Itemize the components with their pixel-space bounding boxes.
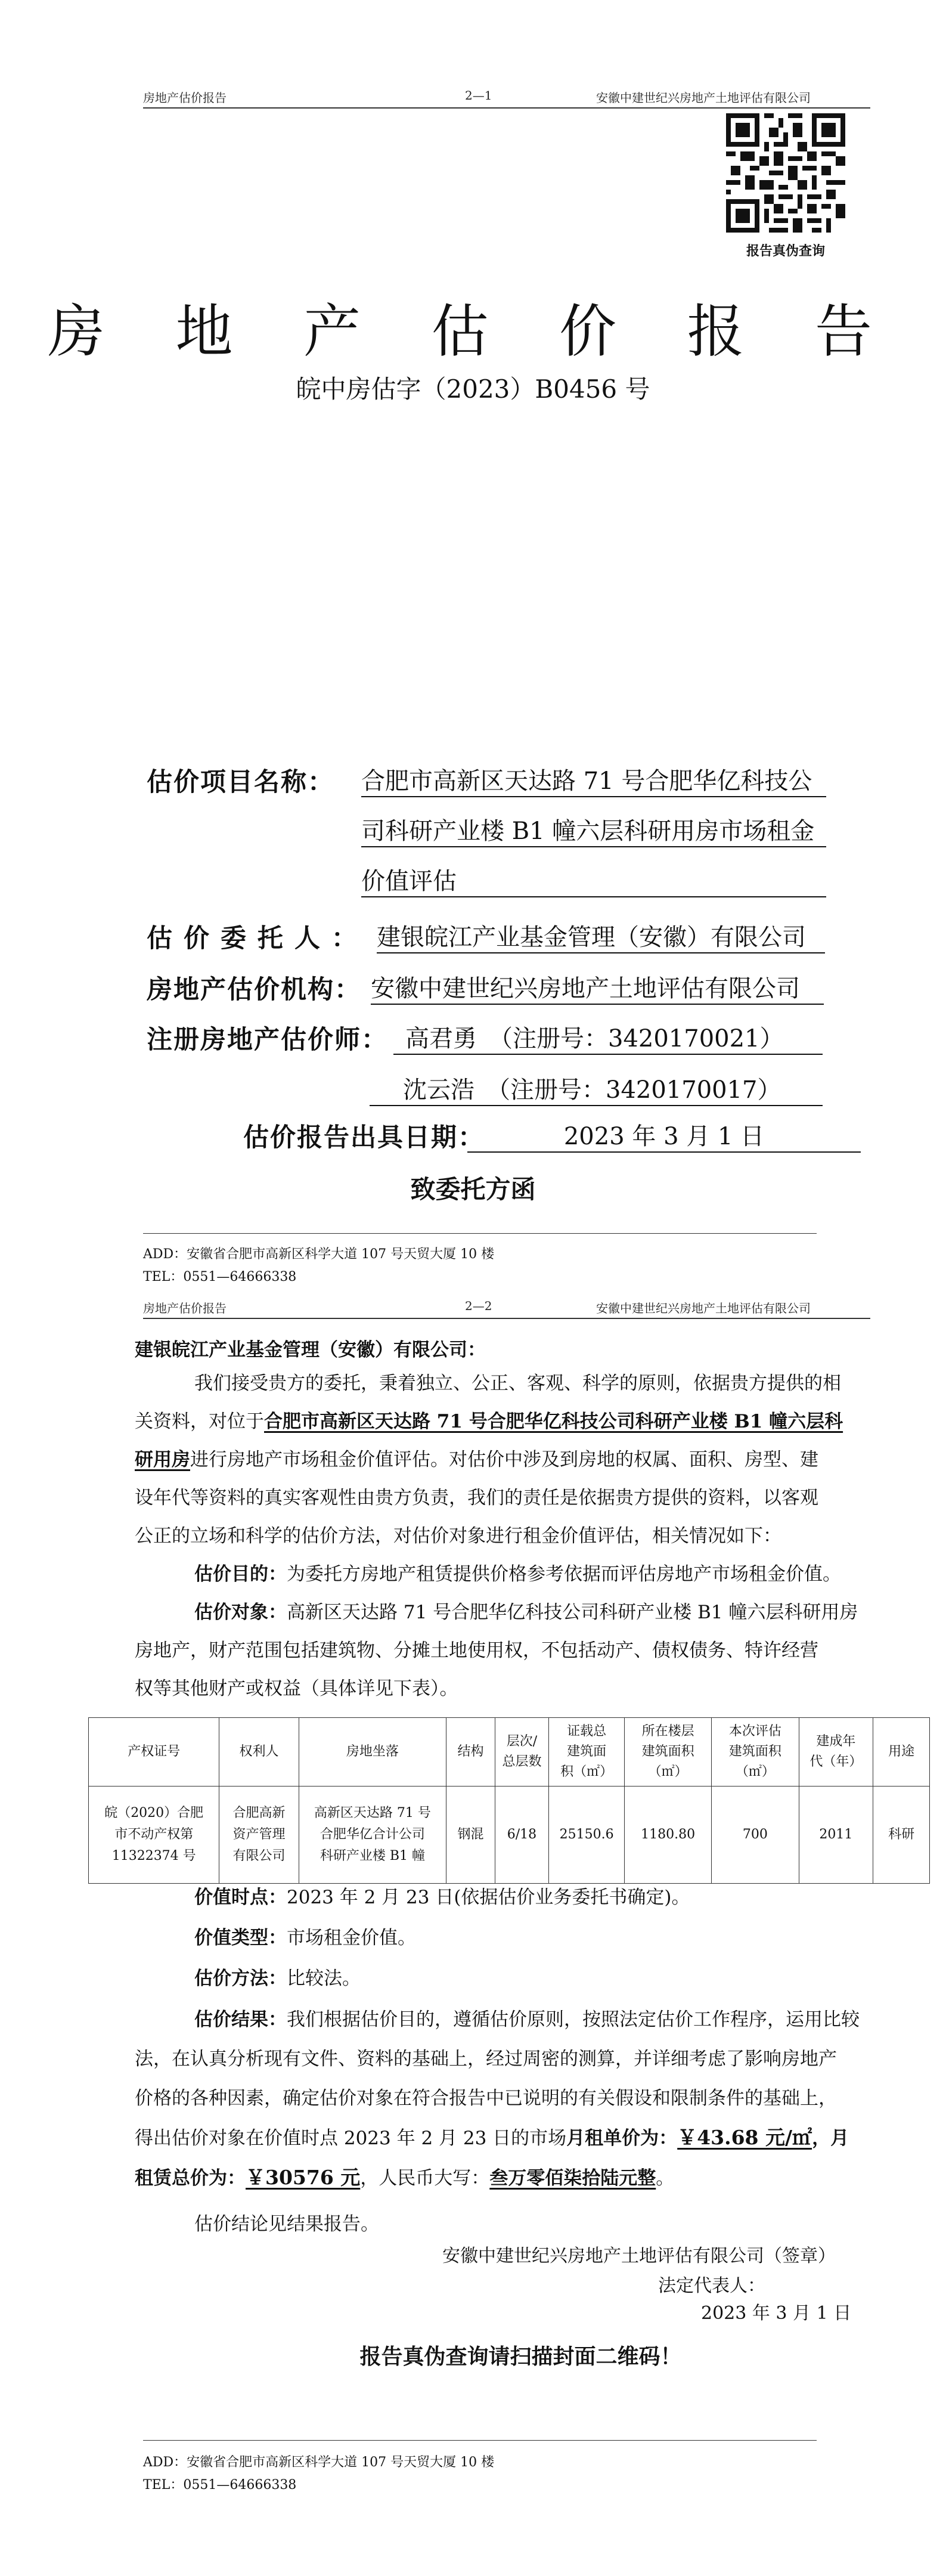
table-cell: 钢混	[446, 1787, 495, 1884]
letter-title: 致委托方函	[410, 1175, 536, 1204]
text-span: ，月	[812, 2128, 849, 2149]
header-page-number: 2—1	[465, 88, 492, 103]
text-span: 。	[656, 2168, 675, 2189]
header-page-number: 2—2	[465, 1299, 492, 1313]
qr-caption: 报告真伪查询	[746, 243, 825, 259]
header-left: 房地产估价报告	[143, 91, 227, 105]
verify-notice: 报告真伪查询请扫描封面二维码！	[359, 2344, 682, 2369]
table-header: 证载总 建筑面 积（㎡）	[549, 1718, 625, 1787]
result-label: 估价结果：	[194, 2009, 287, 2030]
text-span: 得出估价对象在价值时点 2023 年 2 月 23 日的市场	[135, 2128, 567, 2149]
table-header: 结构	[446, 1718, 495, 1787]
purpose-label: 估价目的：	[194, 1563, 287, 1585]
total-rent: ￥30576 元	[246, 2166, 361, 2189]
table-header: 本次评估 建筑面积 （㎡）	[712, 1718, 799, 1787]
table-cell: 6/18	[495, 1787, 548, 1884]
text-span: 高新区天达路 71 号合肥华亿科技公司科研产业楼 B1 幢六层科研用房	[287, 1602, 858, 1623]
property-address-bold: 合肥市高新区天达路 71 号合肥华亿科技公司科研产业楼 B1 幢六层科	[264, 1411, 843, 1432]
table-cell: 2011	[799, 1787, 873, 1884]
paragraph-line: 我们接受贵方的委托，秉着独立、公正、客观、科学的原则，依据贵方提供的相	[194, 1373, 841, 1394]
method-line	[194, 1959, 361, 1998]
purpose-line	[194, 1555, 841, 1593]
table-header: 用途	[873, 1718, 930, 1787]
header-left: 房地产估价报告	[143, 1301, 227, 1315]
paragraph-line	[135, 1402, 904, 1441]
paragraph-line: 房地产，财产范围包括建筑物、分摊土地使用权，不包括动产、债权债务、特许经营	[135, 1640, 818, 1661]
footer-tel: TEL：0551—64666338	[143, 2478, 297, 2493]
paragraph-line: 权等其他财产或权益（具体详见下表）。	[135, 1678, 458, 1699]
value-type-text: 市场租金价值。	[287, 1927, 416, 1949]
paragraph-line: 设年代等资料的真实客观性由贵方负责，我们的责任是依据贵方提供的资料，以客观	[135, 1487, 818, 1509]
paragraph-line	[135, 2000, 910, 2039]
value-time-text: 2023 年 2 月 23 日(依据估价业务委托书确定)。	[287, 1887, 690, 1908]
purpose-text: 为委托方房地产租赁提供价格参考依据而评估房地产市场租金价值。	[287, 1563, 841, 1585]
project-line-1: 合肥市高新区天达路 71 号合肥华亿科技公	[361, 762, 826, 797]
monthly-unit-rent: ￥43.68 元/㎡	[677, 2126, 812, 2149]
asset-table	[88, 1717, 930, 1884]
total-rent-chinese: 叁万零佰柒拾陆元整	[489, 2168, 656, 2189]
object-label: 估价对象：	[194, 1602, 287, 1623]
footer-address: ADD：安徽省合肥市高新区科学大道 107 号天贸大厦 10 楼	[143, 2455, 495, 2470]
signature-representative: 法定代表人：	[658, 2275, 765, 2296]
table-cell: 25150.6	[549, 1787, 625, 1884]
paragraph-line	[135, 2118, 910, 2158]
date-label: 估价报告出具日期：	[243, 1123, 485, 1153]
signature-company: 安徽中建世纪兴房地产土地评估有限公司（签章）	[442, 2246, 836, 2267]
table-cell: 700	[712, 1787, 799, 1884]
table-cell: 1180.80	[625, 1787, 712, 1884]
appraiser-2: 沈云浩 （注册号：3420170017）	[370, 1071, 823, 1106]
project-line-2: 司科研产业楼 B1 幢六层科研用房市场租金	[361, 812, 826, 847]
table-header: 房地坐落	[299, 1718, 446, 1787]
footer-tel: TEL：0551—64666338	[143, 1270, 297, 1284]
table-row	[89, 1787, 930, 1884]
table-cell: 皖（2020）合肥 市不动产权第 11322374 号	[89, 1787, 219, 1884]
method-label: 估价方法：	[194, 1968, 287, 1989]
text-span: 我们根据估价目的，遵循估价原则，按照法定估价工作程序，运用比较	[287, 2009, 860, 2030]
date-value: 2023 年 3 月 1 日	[467, 1117, 861, 1153]
value-type-line	[194, 1919, 416, 1957]
paragraph-line	[135, 1441, 904, 1479]
report-number: 皖中房估字（2023）B0456 号	[296, 374, 650, 404]
table-cell: 合肥高新 资产管理 有限公司	[219, 1787, 299, 1884]
value-time-label: 价值时点：	[194, 1887, 287, 1908]
table-header: 层次/ 总层数	[495, 1718, 548, 1787]
result-paragraph	[135, 2000, 910, 2198]
signature-date: 2023 年 3 月 1 日	[701, 2303, 852, 2324]
table-cell: 科研	[873, 1787, 930, 1884]
method-text: 比较法。	[287, 1968, 361, 1989]
letter-paragraph-1	[135, 1364, 904, 1555]
footer-rule	[143, 1233, 817, 1234]
footer-address: ADD：安徽省合肥市高新区科学大道 107 号天贸大厦 10 楼	[143, 1247, 495, 1262]
agency-value: 安徽中建世纪兴房地产土地评估有限公司	[371, 970, 824, 1005]
header-right: 安徽中建世纪兴房地产土地评估有限公司	[596, 91, 811, 105]
letter-addressee: 建银皖江产业基金管理（安徽）有限公司：	[135, 1339, 486, 1361]
appraiser-label: 注册房地产估价师：	[147, 1025, 388, 1055]
qr-code-icon[interactable]	[726, 113, 845, 233]
header-rule	[143, 107, 870, 109]
client-label: 估 价 委 托 人 ：	[147, 924, 358, 953]
table-header-row	[89, 1718, 930, 1787]
property-address-bold: 研用房	[135, 1449, 190, 1470]
header-rule	[143, 1318, 870, 1319]
paragraph-line	[135, 1593, 904, 1631]
footer-rule	[143, 2440, 817, 2441]
paragraph-line	[135, 2158, 910, 2198]
value-time-line	[194, 1878, 690, 1916]
text-span: 进行房地产市场租金价值评估。对估价中涉及到房地的权属、面积、房型、建	[190, 1449, 818, 1470]
paragraph-line: 公正的立场和科学的估价方法，对估价对象进行租金价值评估，相关情况如下：	[135, 1525, 781, 1547]
conclusion-note: 估价结论见结果报告。	[194, 2213, 379, 2235]
table-cell: 高新区天达路 71 号 合肥华亿合计公司 科研产业楼 B1 幢	[299, 1787, 446, 1884]
object-paragraph	[135, 1593, 904, 1708]
report-title: 房 地 产 估 价 报 告	[47, 298, 899, 365]
project-line-3: 价值评估	[361, 862, 826, 897]
header-right: 安徽中建世纪兴房地产土地评估有限公司	[596, 1301, 811, 1315]
appraiser-1: 高君勇 （注册号：3420170021）	[393, 1020, 823, 1055]
paragraph-line: 价格的各种因素，确定估价对象在符合报告中已说明的有关假设和限制条件的基础上，	[135, 2088, 837, 2109]
text-span: 月租单价为：	[566, 2128, 678, 2149]
agency-label: 房地产估价机构：	[147, 975, 361, 1005]
client-value: 建银皖江产业基金管理（安徽）有限公司	[377, 918, 825, 953]
table-header: 所在楼层 建筑面积 （㎡）	[625, 1718, 712, 1787]
paragraph-line: 法，在认真分析现有文件、资料的基础上，经过周密的测算，并详细考虑了影响房地产	[135, 2048, 837, 2070]
text-span: 租赁总价为：	[135, 2168, 246, 2189]
text-span: ，人民币大写：	[360, 2168, 490, 2189]
project-label: 估价项目名称：	[147, 767, 334, 797]
table-header: 产权证号	[89, 1718, 219, 1787]
text-span: 关资料，对位于	[135, 1411, 264, 1432]
value-type-label: 价值类型：	[194, 1927, 287, 1949]
table-header: 建成年 代（年）	[799, 1718, 873, 1787]
table-header: 权利人	[219, 1718, 299, 1787]
